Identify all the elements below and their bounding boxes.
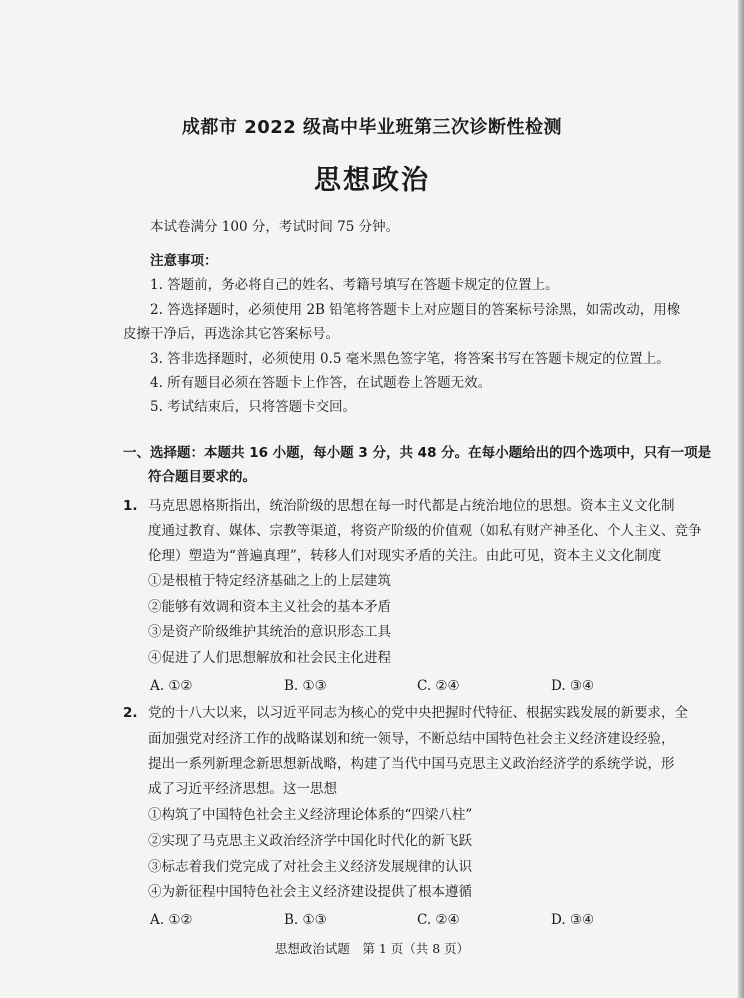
question-option: ③标志着我们党完成了对社会主义经济发展规律的认识 (148, 859, 472, 875)
question-stem: 成了习近平经济思想。这一思想 (148, 781, 337, 797)
note-item: 皮擦干净后，再选涂其它答案标号。 (123, 326, 339, 342)
section-heading-cont: 符合题目要求的。 (148, 469, 256, 485)
answer-choice-a: A. ①② (150, 678, 193, 694)
intro-text: 本试卷满分 100 分，考试时间 75 分钟。 (150, 219, 400, 235)
answer-choice-a: A. ①② (150, 912, 193, 928)
question-stem: 提出一系列新理念新思想新战略，构建了当代中国马克思主义政治经济学的系统学说，形 (148, 756, 675, 772)
question-number: 1. (123, 498, 138, 514)
question-number: 2. (123, 705, 138, 721)
page-edge-shadow (738, 0, 744, 998)
answer-choice-d: D. ③④ (551, 912, 595, 928)
answer-choice-c: C. ②④ (417, 678, 460, 694)
question-stem: 党的十八大以来，以习近平同志为核心的党中央把握时代特征、根据实践发展的新要求，全 (148, 705, 688, 721)
section-heading: 一、选择题：本题共 16 小题，每小题 3 分，共 48 分。在每小题给出的四个选项中，只有一项是 (123, 445, 712, 461)
question-option: ④为新征程中国特色社会主义经济建设提供了根本遵循 (148, 884, 472, 900)
question-stem: 马克思恩格斯指出，统治阶级的思想在每一时代都是占统治地位的思想。资本主义文化制 (148, 498, 675, 514)
question-stem: 面加强党对经济工作的战略谋划和统一领导，不断总结中国特色社会主义经济建设经验， (148, 731, 675, 747)
question-option: ②实现了马克思主义政治经济学中国化时代化的新飞跃 (148, 833, 472, 849)
note-item: 1. 答题前，务必将自己的姓名、考籍号填写在答题卡规定的位置上。 (150, 277, 559, 293)
answer-choice-c: C. ②④ (417, 912, 460, 928)
subject-title: 思想政治 (314, 165, 430, 196)
answer-choice-b: B. ①③ (284, 678, 327, 694)
question-option: ④促进了人们思想解放和社会民主化进程 (148, 650, 391, 666)
note-item: 2. 答选择题时，必须使用 2B 铅笔将答题卡上对应题目的答案标号涂黑，如需改动，用橡 (150, 302, 681, 318)
page-footer: 思想政治试题 第 1 页（共 8 页） (274, 941, 470, 956)
question-option: ②能够有效调和资本主义社会的基本矛盾 (148, 599, 391, 615)
note-item: 4. 所有题目必须在答题卡上作答，在试题卷上答题无效。 (150, 375, 492, 391)
question-stem: 伦理）塑造为“普遍真理”，转移人们对现实矛盾的关注。由此可见，资本主义文化制度 (148, 548, 662, 564)
note-item: 5. 考试结束后，只将答题卡交回。 (150, 399, 357, 415)
question-stem: 度通过教育、媒体、宗教等渠道，将资产阶级的价值观（如私有财产神圣化、个人主义、竞争 (148, 523, 702, 539)
answer-choice-d: D. ③④ (551, 678, 595, 694)
exam-title: 成都市 2022 级高中毕业班第三次诊断性检测 (181, 117, 563, 138)
note-item: 3. 答非选择题时，必须使用 0.5 毫米黑色签字笔，将答案书写在答题卡规定的位置上。 (150, 351, 670, 367)
question-option: ①是根植于特定经济基础之上的上层建筑 (148, 573, 391, 589)
question-option: ①构筑了中国特色社会主义经济理论体系的“四梁八柱” (148, 807, 473, 823)
notes-heading: 注意事项： (150, 253, 218, 269)
question-option: ③是资产阶级维护其统治的意识形态工具 (148, 624, 391, 640)
answer-choice-b: B. ①③ (284, 912, 327, 928)
